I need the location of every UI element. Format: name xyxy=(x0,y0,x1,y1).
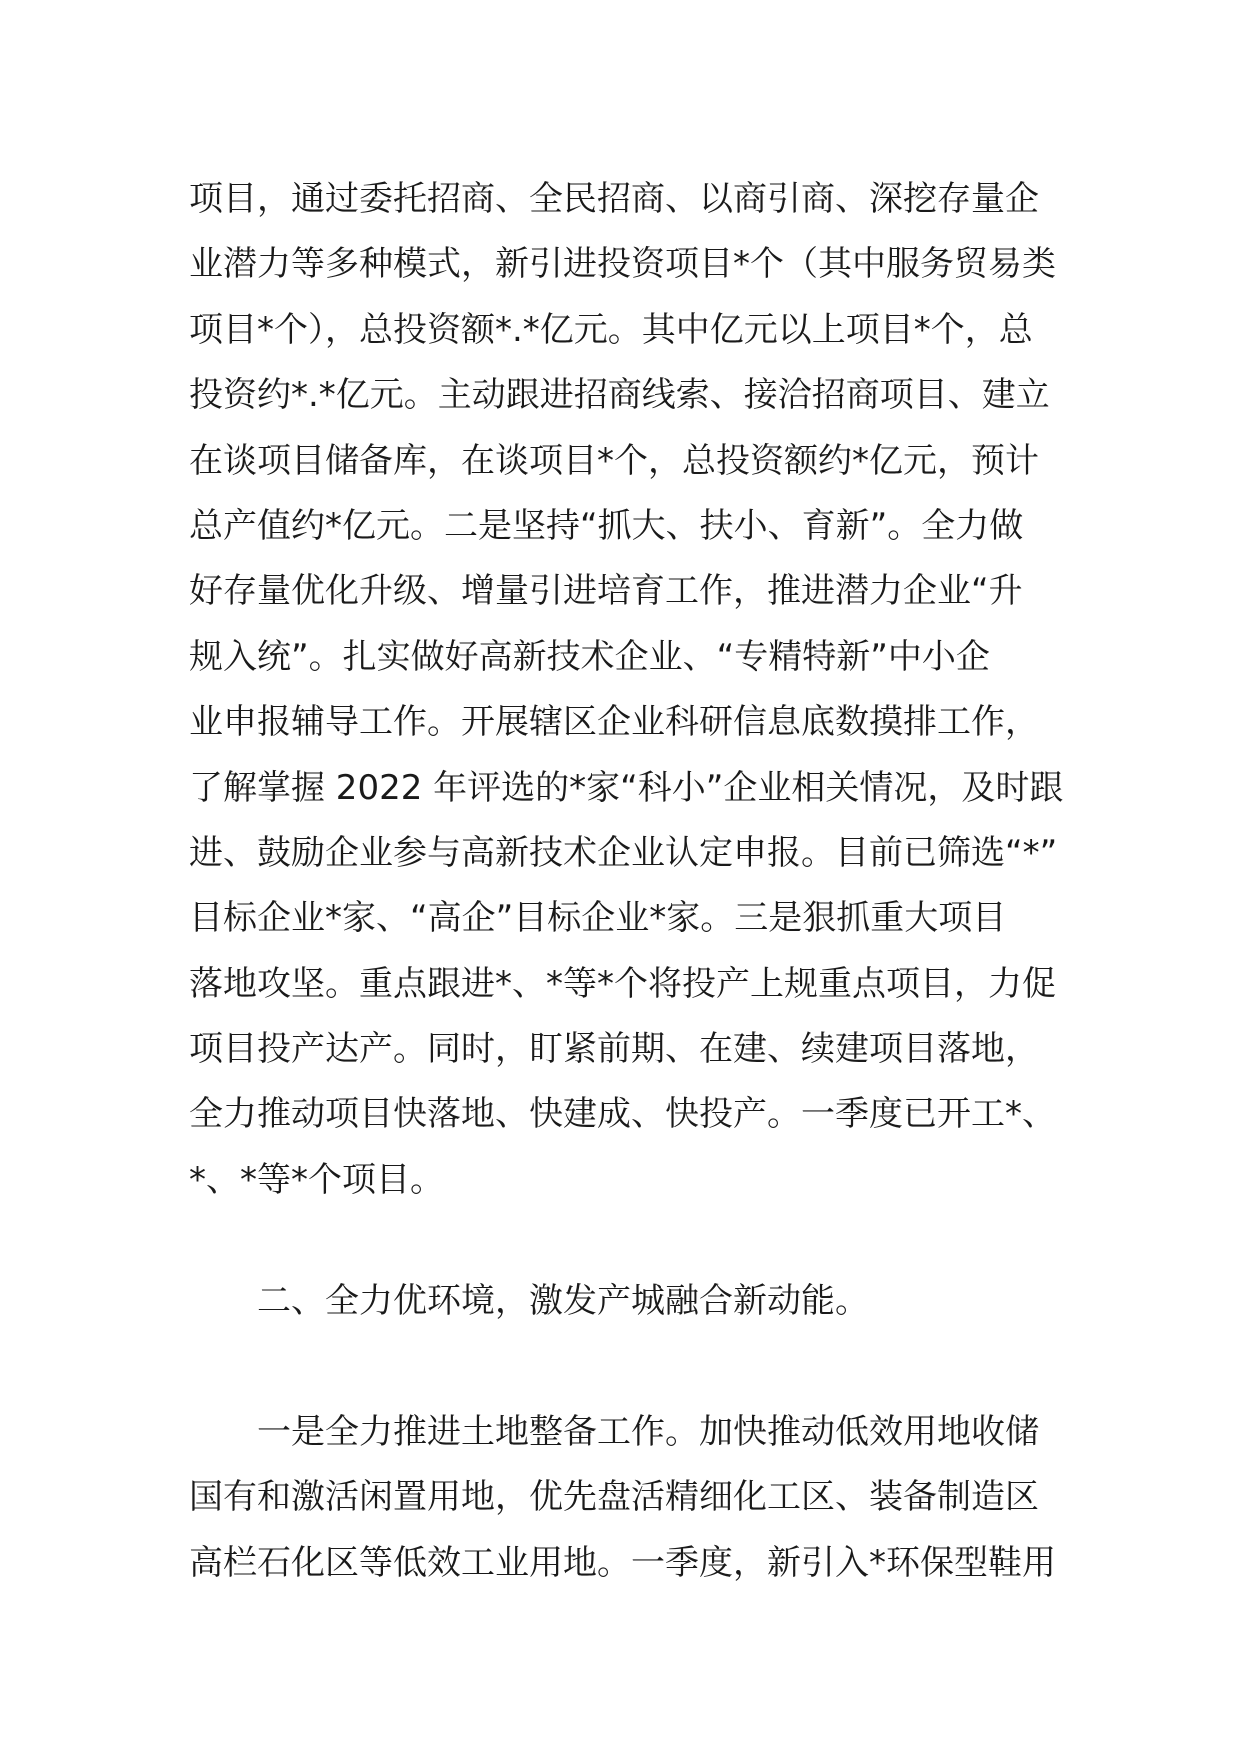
paragraph-line: 国有和激活闲置用地，优先盘活精细化工区、装备制造区 xyxy=(189,1477,1039,1518)
paragraph-line: 了解掌握 2022 年评选的*家“科小”企业相关情况，及时跟 xyxy=(189,767,1064,808)
section-heading: 二、全力优环境，激发产城融合新动能。 xyxy=(257,1281,869,1321)
paragraph-line: 业潜力等多种模式，新引进投资项目*个（其中服务贸易类 xyxy=(189,244,1056,285)
paragraph-line: 目标企业*家、“高企”目标企业*家。三是狠抓重大项目 xyxy=(189,898,1007,939)
paragraph-line: 一是全力推进土地整备工作。加快推动低效用地收储 xyxy=(257,1412,1039,1452)
paragraph-line: 进、鼓励企业参与高新技术企业认定申报。目前已筛选“*” xyxy=(189,832,1058,873)
paragraph-line: 项目投产达产。同时，盯紧前期、在建、续建项目落地， xyxy=(189,1029,1039,1070)
paragraph-line: 业申报辅导工作。开展辖区企业科研信息底数摸排工作， xyxy=(189,702,1039,743)
body-paragraph xyxy=(189,1400,1065,1596)
paragraph-line: 好存量优化升级、增量引进培育工作，推进潜力企业“升 xyxy=(189,571,1023,612)
paragraph-line: 高栏石化区等低效工业用地。一季度，新引入*环保型鞋用 xyxy=(189,1542,1056,1583)
paragraph-line: 总产值约*亿元。二是坚持“抓大、扶小、育新”。全力做 xyxy=(189,505,1024,546)
paragraph-line: 投资约*.*亿元。主动跟进招商线索、接洽招商项目、建立 xyxy=(189,375,1050,416)
paragraph-line: 在谈项目储备库，在谈项目*个，总投资额约*亿元，预计 xyxy=(189,440,1039,481)
body-paragraph xyxy=(189,167,1065,1213)
paragraph-line: 全力推动项目快落地、快建成、快投产。一季度已开工*、 xyxy=(189,1094,1056,1135)
paragraph-line: 规入统”。扎实做好高新技术企业、“专精特新”中小企 xyxy=(189,636,990,677)
paragraph-line: 项目，通过委托招商、全民招商、以商引商、深挖存量企 xyxy=(189,179,1039,219)
paragraph-line: 落地攻坚。重点跟进*、*等*个将投产上规重点项目，力促 xyxy=(189,963,1056,1004)
paragraph-line: 项目*个），总投资额*.*亿元。其中亿元以上项目*个，总 xyxy=(189,309,1033,350)
paragraph-line: *、*等*个项目。 xyxy=(189,1159,444,1200)
